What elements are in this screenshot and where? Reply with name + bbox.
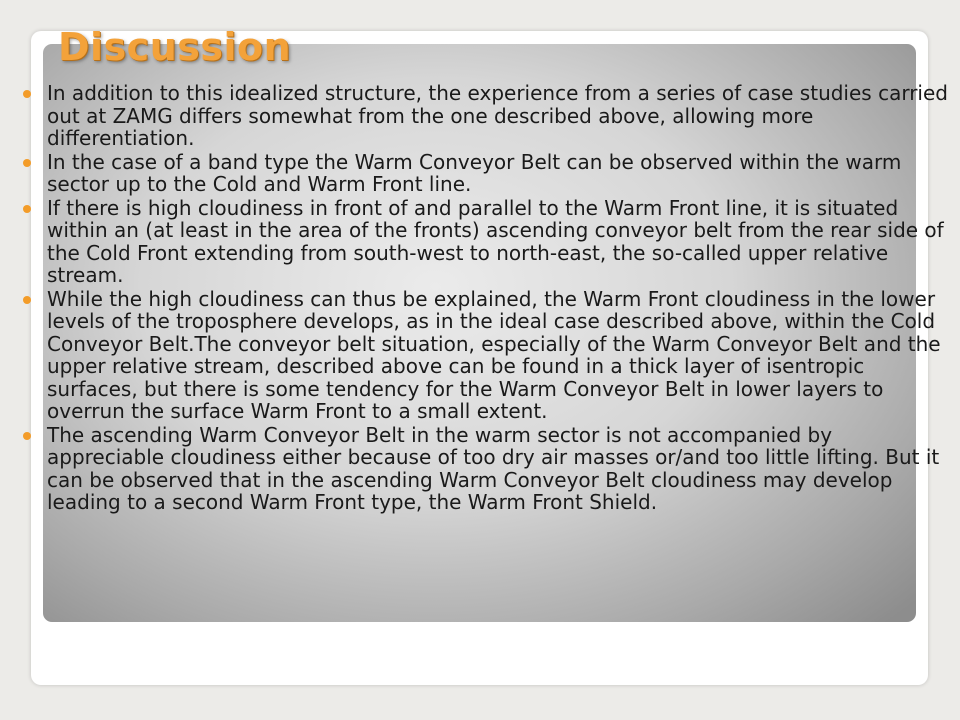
bullet-icon bbox=[23, 90, 31, 98]
bullet-text: The ascending Warm Conveyor Belt in the warm sector is not accompanied by appreciable cloudiness either because of too dry air masses or/and too little lifting. But it can be observed that in the ascending Warm Conveyor Belt cloudiness may develop leading to a second Warm Front type, the Warm Front Shield. bbox=[47, 422, 940, 514]
list-item bbox=[47, 424, 952, 514]
bullet-text: While the high cloudiness can thus be explained, the Warm Front cloudiness in the lower levels of the troposphere develops, as in the ideal case described above, within the Cold Conveyor Belt.The conveyor belt situation, especially of the Warm Conveyor Belt and the upper relative stream, described above can be found in a thick layer of isentropic surfaces, but there is some tendency for the Warm Conveyor Belt in lower layers to overrun the surface Warm Front to a small extent. bbox=[47, 286, 941, 423]
list-item bbox=[47, 151, 952, 196]
bullet-icon bbox=[23, 432, 31, 440]
bullet-icon bbox=[23, 296, 31, 304]
bullet-text: If there is high cloudiness in front of and parallel to the Warm Front line, it is situated within an (at least in the area of the fronts) ascending conveyor belt from the rear side of the Cold Front extending from south-west to north-east, the so-called upper relative stream. bbox=[47, 195, 944, 287]
list-item bbox=[47, 288, 952, 423]
list-item bbox=[47, 197, 952, 287]
bullet-icon bbox=[23, 205, 31, 213]
slide-title: Discussion bbox=[58, 25, 292, 69]
bullet-icon bbox=[23, 159, 31, 167]
bullet-text: In addition to this idealized structure, the experience from a series of case studies carried out at ZAMG differs somewhat from the one described above, allowing more differentiation. bbox=[47, 81, 948, 150]
bullet-list bbox=[47, 82, 952, 515]
list-item bbox=[47, 82, 952, 150]
bullet-text: In the case of a band type the Warm Conveyor Belt can be observed within the warm sector up to the Cold and Warm Front line. bbox=[47, 149, 902, 196]
